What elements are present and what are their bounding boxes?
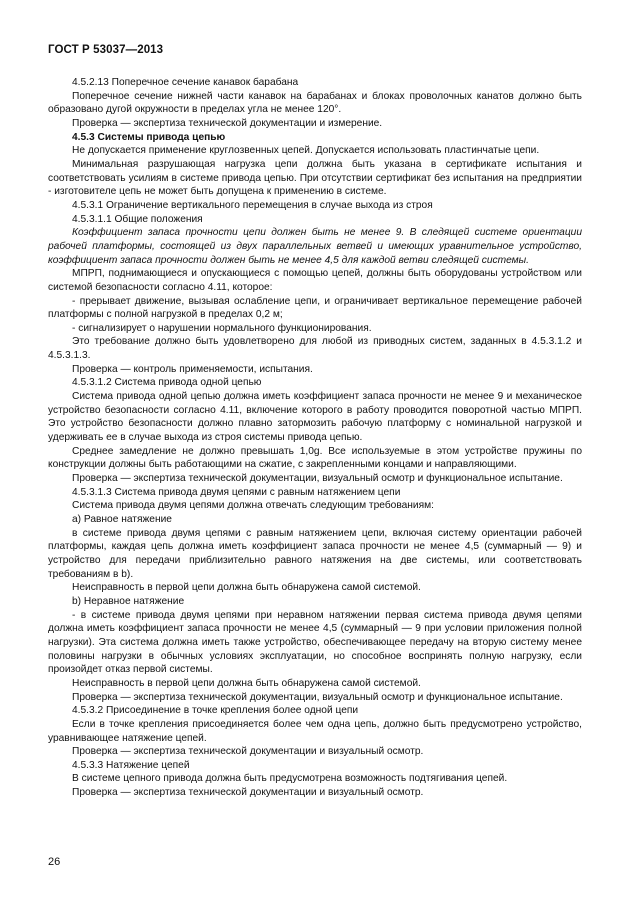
paragraph: Неисправность в первой цепи должна быть обнаружена самой системой. [72,582,421,594]
subitem-heading: а) Равное натяжение [72,514,172,525]
paragraph: Проверка — экспертиза технической документации и измерение. [72,117,383,129]
paragraph: Проверка — экспертиза технической документации и визуальный осмотр. [72,787,424,799]
clause-4-5-3-1-1-heading: 4.5.3.1.1 Общие положения [72,213,203,225]
clause-4-5-3-1-3-heading: 4.5.3.1.3 Система привода двумя цепями с равным натяжением цепи [72,486,401,498]
document-body [48,76,582,800]
paragraph: Проверка — экспертиза технической документации и визуальный осмотр. [72,746,424,758]
paragraph: Среднее замедление не должно превышать 1,0g. Все используемые в этом устройстве пружины по конструкции должны быть работающими на сжатие, с закрепленными концами и направляющими. [48,445,582,471]
paragraph: - в системе привода двумя цепями при неравном натяжении первая система привода двумя цепями должна иметь коэффициент запаса прочности не менее 4,5 (суммарный — 9 при условии приложения полной нагрузки). Эта система должна иметь также устройство, обеспечивающее передачу на вторую систему менее половины нагрузки в обычных условиях эксплуатации, но способное воспринять полную нагрузку, если произойдет отказ первой системы. [48,609,582,676]
paragraph: Не допускается применение круглозвенных цепей. Допускается использовать пластинчатые цепи. [72,145,540,157]
paragraph: Поперечное сечение нижней части канавок на барабанах и блоках проволочных канатов должно быть образовано дугой окружности в пределах угла не менее 120°. [48,90,582,116]
list-item: - прерывает движение, вызывая ослабление цепи, и ограничивает вертикальное перемещение рабочей платформы с полной нагрузкой в пределах 0,2 м; [48,295,582,321]
clause-4-5-3-1-heading: 4.5.3.1 Ограничение вертикального перемещения в случае выхода из строя [72,199,433,211]
paragraph: Это требование должно быть удовлетворено для любой из приводных систем, заданных в 4.5.3.1.2 и 4.5.3.1.3. [48,336,582,362]
paragraph: В системе цепного привода должна быть предусмотрена возможность подтягивания цепей. [72,773,508,785]
paragraph: Система привода двумя цепями должна отвечать следующим требованиям: [72,500,434,512]
paragraph: Система привода одной цепью должна иметь коэффициент запаса прочности не менее 9 и механическое устройство безопасности согласно 4.11, включение которого в работу проводится поворотной частью МПРП. Это устройство безопасности должно плавно затормозить рабочую платформу с номинальной нагрузкой и удерживать ее в случае выхода из строя системы привода цепью. [48,391,582,444]
section-4-5-3-heading: 4.5.3 Системы привода цепью [72,131,226,143]
paragraph: в системе привода двумя цепями с равным натяжением цепи, включая систему ориентации рабочей платформы, каждая цепь должна иметь коэффициент запаса прочности не менее 4,5 (суммарный — 9) и устройство для передачи приблизительно равного натяжения на две системы, или соответствовать требованиям в b). [48,527,582,580]
clause-4-5-2-13-heading: 4.5.2.13 Поперечное сечение канавок барабана [72,77,299,88]
paragraph: МПРП, поднимающиеся и опускающиеся с помощью цепей, должны быть оборудованы устройством или системой безопасности согласно 4.11, которое: [48,268,582,293]
page-number: 26 [48,856,61,868]
paragraph: Проверка — контроль применяемости, испытания. [72,363,313,375]
paragraph: Минимальная разрушающая нагрузка цепи должна быть указана в сертификате испытания и соответствовать усилиям в системе привода цепью. При отсутствии сертификат без испытания на предприятии - изготовителе цепь не может быть допущена к применению в системе. [48,158,582,198]
list-item: - сигнализирует о нарушении нормального функционирования. [72,322,372,334]
clause-4-5-3-1-2-heading: 4.5.3.1.2 Система привода одной цепью [72,377,262,389]
subitem-heading: b) Неравное натяжение [72,595,185,607]
paragraph: Если в точке крепления присоединяется более чем одна цепь, должно быть предусмотрено устройство, уравнивающее натяжение цепей. [48,718,582,744]
document-header: ГОСТ Р 53037—2013 [48,44,164,56]
paragraph: Неисправность в первой цепи должна быть обнаружена самой системой. [72,677,421,689]
italic-requirement: Коэффициент запаса прочности цепи должен быть не менее 9. В следящей системе ориентации рабочей платформы, состоящей из двух параллельных ветвей и имеющих уравнительное устройство, коэффициент запаса прочности должен быть не менее 4,5 для каждой ветви следящей системы. [48,227,582,266]
clause-4-5-3-3-heading: 4.5.3.3 Натяжение цепей [72,759,190,771]
paragraph: Проверка — экспертиза технической документации, визуальный осмотр и функциональное испытание. [72,473,563,485]
paragraph: Проверка — экспертиза технической документации, визуальный осмотр и функциональное испытание. [72,691,563,703]
clause-4-5-3-2-heading: 4.5.3.2 Присоединение в точке крепления более одной цепи [72,705,359,717]
